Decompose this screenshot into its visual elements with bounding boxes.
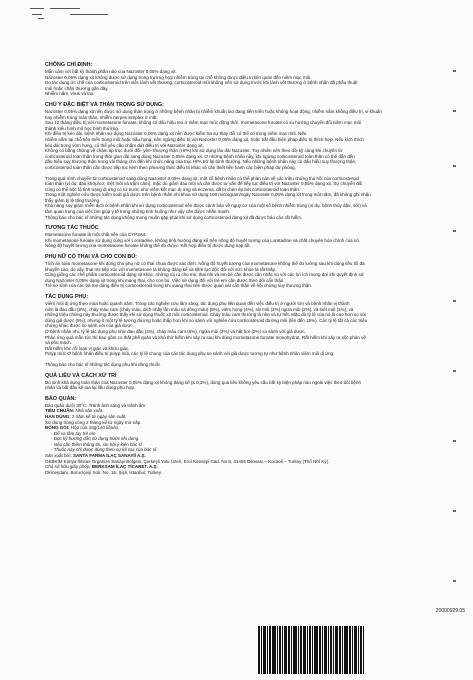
text-line: Trẻ sơ sinh của các bà mẹ dùng điều trị corticosteroid trong khi mang thai nên được quan sát cẩn thận về hội chứng suy thượng thận.: [45, 283, 313, 289]
text-line: corticosteroid toàn thân trong thời gian dài sang dùng Nazoster 0,05% dạng xịt. Ở những bệnh nhân này, khi ngừng corticosteroid toàn thân có thể dẫn đến: [45, 153, 355, 159]
section-title-pregnancy: PHỤ NỮ CÓ THAI VÀ CHO CON BÚ:: [45, 254, 137, 261]
interactions-text: [45, 232, 413, 249]
text-line: và phù mạch.: [45, 340, 73, 346]
text-line: Rất hiếm khi: rối loạn vị giác và khứu giác.: [45, 345, 130, 351]
side-effects-text: [45, 301, 413, 357]
section-title-contraindications: CHỐNG CHỈ ĐỊNH:: [45, 62, 93, 68]
standard-value: Nhà sản xuất.: [74, 408, 104, 414]
text-line: dụng Nazoster 0,05% dạng xịt trong khi mang thai, cho con bú. Việc sử dụng đối với trẻ em cần được theo dõi cẩn thận.: [45, 277, 285, 283]
leaflet-body: [45, 62, 413, 475]
text-line: Tính an toàn mometasone khi dùng cho phụ nữ có thai chưa được xác định. Nồng độ huyết tương của mometasone không thể đo lường sau khi dùng liều tối đa: [45, 261, 365, 267]
text-line: kéo dài trong vòm họng, có thể yêu cầu chấm dứt điều trị với Nazoster dạng xịt.: [45, 142, 204, 148]
manufacturer-name: SANTA FARMA İLAÇ SANAYİİ A.Ş.: [72, 453, 146, 459]
text-line: cũng có thể bộc lộ tình trạng dị ứng có từ trước như viêm kết mạc dị ứng và eczema, đã bị chèn ép bởi corticosteroid toàn thân.: [45, 186, 301, 192]
warnings-text: [45, 109, 413, 171]
text-line: nhiễm nấm tại chỗ tiến triển trong mũi hoặc hầu họng, nên ngừng điều trị với Nazoster 0,05% dạng xịt, hoặc bắt đầu biện pháp điều trị thích hợp. Nếu kích thích: [45, 136, 364, 142]
text-line: Trong quá trình chuyển từ corticosteroid sang dùng Nazoster 0,05% dạng xịt, một số bệnh nhân có thể phàn nàn về các triệu chứng thu hồi của corticosteroid: [45, 175, 360, 181]
text-line: Nazoster 0,05% dạng xịt không được sử dụng trong trường hợp nhiễm trùng tại chỗ không được điều trị liên quan đến niêm mạc mũi.: [45, 74, 312, 80]
barcode: [258, 626, 388, 674]
expiry-label: HẠN DÙNG:: [45, 413, 71, 419]
text-line: Do sinh khả dụng toàn thân của Nazoster 0,05% dạng xịt không đáng kể (≤ 0,1%), dùng quá liều không yêu cầu bất kỳ biện pháp nào ngoài việc theo dõi bệnh: [45, 379, 361, 385]
text-line: mũi hoặc chấn thương gần đây.: [45, 85, 109, 91]
warning-item: - Nếu cần thêm thông tin, xin hỏi ý kiến bác sĩ: [51, 441, 142, 447]
scan-artifact-top: [30, 6, 110, 20]
text-line: Nhiễm nấm, virus và lao.: [45, 91, 95, 97]
warning-item: - Để xa tầm tay trẻ em: [51, 430, 96, 436]
overdose-text: [45, 380, 413, 391]
text-line: Nazoster 0,05% dạng xịt nên được sử dụng thận trọng ở những bệnh nhân bị nhiễm khuẩn lao đang tiến triển hoặc không hoạt động, nhiễm nấm không điều trị, vi khuẩn: [45, 108, 382, 114]
warning-item: - Đọc kỹ hướng dẫn sử dụng trước khi dùng.: [51, 436, 140, 442]
text-line: Viêm mũi dị ứng theo mùa hoặc quanh năm: Trong các nghiên cứu lâm sàng, tác dụng phụ liên quan đến việc điều trị ở người lớn và bệnh nhân vị thành: [45, 301, 350, 306]
license-owner-label: Chủ sở hữu giấy phép:: [45, 464, 92, 470]
warning-item: - Thuốc này chỉ được dùng theo sự kê toa của bác sĩ.: [51, 447, 158, 453]
text-line: Do tác dụng ức chế của corticosteroid trên việc lành vết thương, corticosteroid mũi không nên sử dụng trước khi lành vết thương ở bệnh nhân đã phẫu thuật: [45, 80, 358, 86]
text-line: Sử dụng trong vòng 2 tháng kể từ ngày mở nắp.: [45, 419, 142, 425]
text-line: nhân và bắt đầu kê toa lại liều dùng phù hợp.: [45, 385, 136, 391]
text-line: Polyp mũi: Ở bệnh nhân điều trị polyp mũi, các tỷ lệ chung của các tác dụng phụ so sánh với giả dược tương tự như bệnh nhân viêm mũi dị ứng.: [45, 351, 335, 357]
text-line: Khi điều trị kéo dài, bệnh nhân sử dụng Nazoster 0,05% dạng xịt nên được kiểm tra sự thay đổi có thể có trong niêm mạc mũi. Nếu: [45, 131, 307, 137]
manufacturer-address: GEBKİM Kimya İhtisas Organize Sanayi Bölgesi, Çerkeşli Yolu Üzeri, Erol Kiresepi Cad. No 8, 41455 Dilovası – Kocaeli – Turkey (Thổ Nhĩ Kỳ).: [45, 458, 330, 464]
section-title-storage: BẢO QUẢN:: [45, 395, 77, 402]
section-title-side-effects: TÁC DỤNG PHỤ:: [45, 294, 89, 300]
text-line: Khả năng suy giảm miễn dịch ở bệnh nhân khi sử dụng corticosteroid nên được cảnh báo về nguy cơ của một số bệnh nhiễm trùng (ví dụ: bệnh thủy đậu, sởi) và: [45, 203, 367, 209]
warnings-text-continued: [45, 176, 413, 221]
text-line: Phản ứng quá mẫn tức thì bao gồm co thắt phế quản và khó thở hiếm khi xảy ra sau khi dùng mometasone furoate monohydrat. Rất hiếm khi xảy ra sốc phản vệ: [45, 334, 366, 340]
text-line: Không có bằng chứng về chậm áp trục dưới đồi- yên- thượng thận (HPA) khi sử dụng lâu dài Nazoster. Tuy nhiên nên theo dõi kỹ càng khi chuyển từ: [45, 148, 343, 154]
text-line: khuyến cáo, do vậy, thai nhi tiếp xúc với mometasone là không đáng kể và tiềm lực độc đối với sức khỏe là rất thấp.: [45, 266, 277, 272]
text-line: Mẫn cảm với bất kỳ thành phần nào của Nazoster 0,05% dạng xịt.: [45, 69, 177, 74]
section-title-warnings: CHÚ Ý ĐẶC BIỆT VÀ THẬN TRỌNG SỬ DỤNG:: [45, 101, 164, 108]
text-line: Khi mometasone furoate sử dụng cùng với Loratadine, không ảnh hưởng đáng kể trên nồng độ huyết tương của Loratadine và chất chuyển hóa chính của nó.: [45, 237, 361, 243]
expiry-value: 2 năm kể từ ngày sản xuất.: [70, 413, 127, 419]
text-line: Trong một nghiên cứu được kiểm soát giả dược trên bệnh nhân nhi khoa sử dụng 100 microgram/ngày Nazoster 0,05% dạng xịt trong một năm, đã không ghi nhận: [45, 192, 371, 198]
storage-text: [45, 403, 413, 476]
text-line: Ở bệnh nhân nhi, tỷ lệ tác dụng phụ như đau đầu (3%), chảy máu cam (6%), ngứa mũi (2%) và hắt hơi (2%) so sánh với giả dược.: [45, 328, 306, 334]
license-owner-address: Okmeydanı, Boruciçeşi Sok. No. 16, Şişli, İstanbul, Turkey.: [45, 469, 162, 475]
pregnancy-text: [45, 261, 413, 289]
text-line: chứng khác được so sánh với của giả dược.: [45, 323, 134, 329]
text-line: corticosteroid toàn thân cần được tiếp tục kèm theo phương thức điều trị khác và cần thiết tiến hành các biện pháp dự phòng.: [45, 164, 296, 170]
text-line: Thông báo cho bác sĩ những tác dụng không mong muốn gặp phải khi sử dụng corticosteroid dạng xịt đã được báo cáo rất hiếm.: [45, 214, 303, 220]
text-line: dấu hiệu suy thượng thận trong vài tháng cho đến khi chức năng của trục HPA trở lại bình thường. Nếu những bệnh nhân này có dấu hiệu suy thượng thận,: [45, 159, 357, 165]
text-line: những triệu chứng này thường được thấy khi sử dụng thuốc xịt mũi corticosteroid. Chảy máu cam thường là nhẹ và tự hết. Mặc dù tỷ lệ của nó là cao hơn so với: [45, 312, 367, 318]
contraindications-text: [45, 69, 413, 97]
section-title-overdose: QUÁ LIỀU VÀ CÁCH XỬ TRÍ: [45, 372, 117, 379]
scan-artifact-right-edge: [453, 70, 457, 610]
text-line: thành kiểu hình mô học bình thường.: [45, 125, 120, 131]
text-line: Sau 12 tháng điều trị với mometasone furoate, không có dấu hiệu teo ở niêm mạc mũi; đồng thời, mometasone furoate có xu hướng chuyển đổi niêm mạc mũi: [45, 120, 361, 126]
packaging-label: ĐÓNG GÓI:: [45, 425, 70, 431]
text-line: tầm quan trọng của việc tìm giúp y tế trong những tình huống như vậy cần được nhấn mạnh.: [45, 209, 231, 215]
license-owner-name: BERKSAM İLAÇ TİCARET. A.Ş.: [91, 464, 158, 470]
section-title-interactions: TƯƠNG TÁC THUỐC: [45, 225, 99, 232]
text-line: Bảo quản dưới 30°C. Tránh ánh sáng và tránh ẩm: [45, 402, 146, 408]
text-line: Cũng giống các chế phẩm corticosteroid dạng xịt khác, những rủi ro cho mẹ, thai nhi và em bé cần được cân nhắc so với các lợi ích mong đợi khi quyết định sử: [45, 272, 364, 278]
text-line: niên là đau đầu (8%), chảy máu cam (chảy máu, dịch nhầy lẫn máu và đông máu) (8%), viêm họng (4%), rát mũi (2%) ngứa mũi (2%), và loét mũi (1%), và: [45, 306, 354, 312]
text-line: Nồng độ huyết tương của mometasone furoate không thể đo được. Kết hợp điều trị được dung nạp tốt.: [45, 243, 251, 249]
text-line: dùng giả dược (5%), nhưng ít một tỷ lệ tương đương hoặc thấp hơn khi so sánh với nghiên cứu corticosteroid đường mũi (lên đến 15%). Các tỷ lệ tất cả các triệu: [45, 317, 368, 323]
document-code: 20000929.05: [435, 608, 465, 614]
text-line: Mometasone furoate là một chất nền của CYP3A4.: [45, 232, 147, 238]
packaging-value: Hộp của 18g/140 liều/lọ.: [69, 425, 120, 431]
side-effects-note: Thông báo cho bác sĩ những tác dụng phụ khi dùng thuốc: [45, 361, 161, 367]
text-line: toàn thân (ví dụ: đau khớp/cơ, mệt mỏi và trầm cảm), mặc dù giảm đau mũi và cần được tư vấn để tiếp tục điều trị với Nazoster 0,05% dạng xịt. Sự chuyển đổi: [45, 181, 363, 187]
manufacturer-label: Sản xuất bởi:: [45, 453, 73, 459]
standard-label: TIÊU CHUẨN:: [45, 408, 75, 414]
text-line: thấy giảm tỷ lệ tăng trưởng.: [45, 197, 101, 203]
text-line: hay nhiễm trùng toàn thân, nhiễm herpes simplex ở mắt.: [45, 114, 158, 120]
